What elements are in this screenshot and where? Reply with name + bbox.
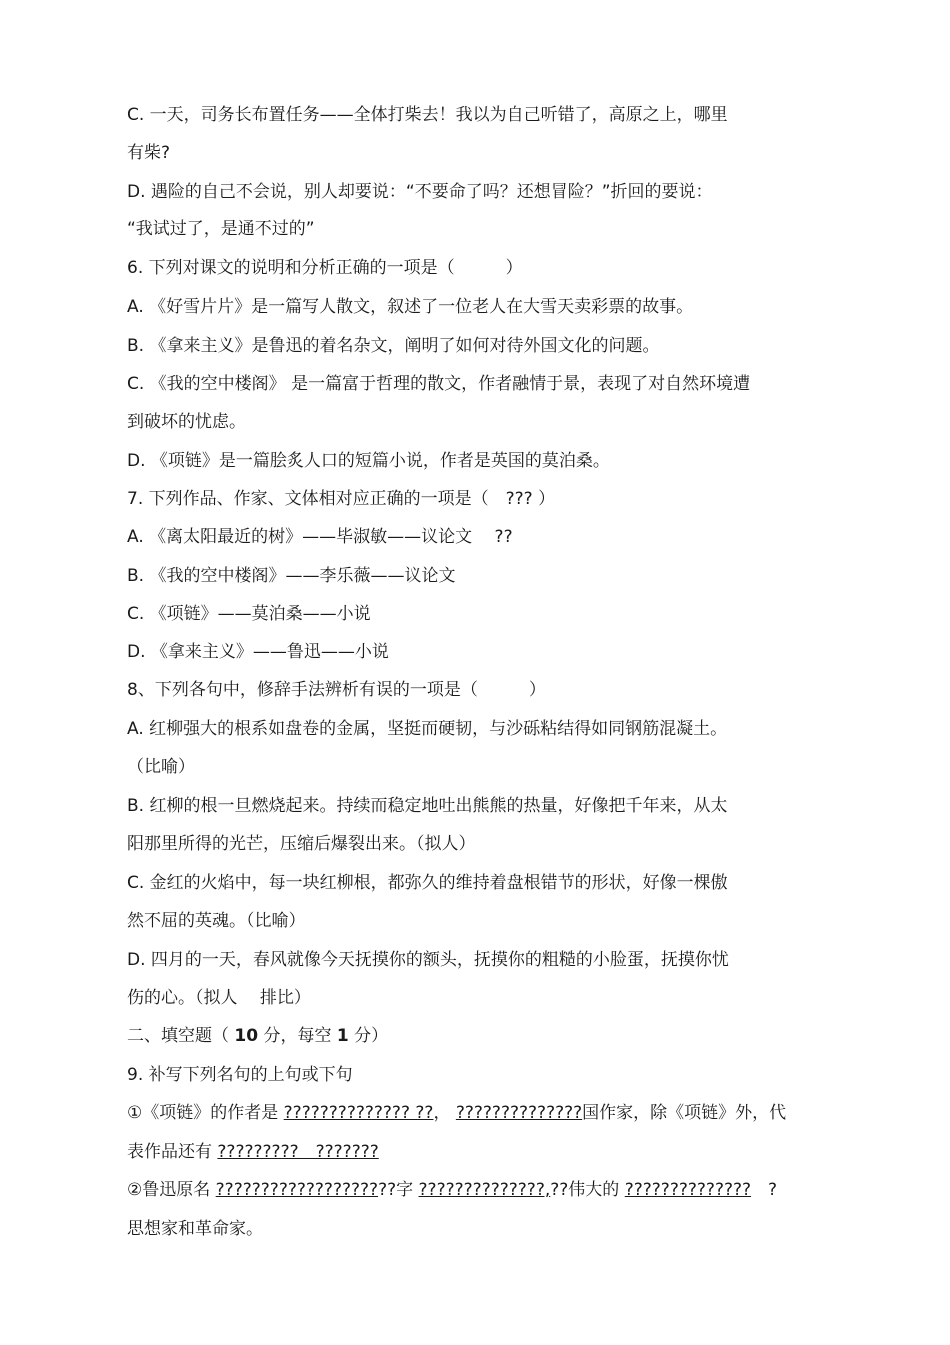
item-1-suffix: 国作家，除《项链》外，代 — [582, 1103, 787, 1123]
nationality-blank[interactable]: ?????????????? — [455, 1103, 583, 1123]
question-8-option-b-line-1: B. 红柳的根一旦燃烧起来。持续而稳定地吐出熊熊的热量，好像把千年来，从太 — [127, 796, 728, 816]
question-9-item-1-line-2 — [127, 1140, 379, 1164]
section-2-heading — [127, 1024, 388, 1048]
works-blank[interactable]: ????????? ??????? — [217, 1142, 379, 1162]
item-1-works-prefix: 表作品还有 — [127, 1142, 218, 1162]
question-6-option-c-line-1: C. 《我的空中楼阁》 是一篇富于哲理的散文，作者融情于景，表现了对自然环境遭 — [127, 374, 751, 394]
question-7-option-d: D. 《拿来主义》——鲁迅——小说 — [127, 642, 389, 662]
section-2-mid: 分，每空 — [258, 1026, 337, 1046]
section-2-suffix: 分） — [348, 1026, 389, 1046]
option-c-line-1: C. 一天，司务长布置任务——全体打柴去！我以为自己听错了，高原之上，哪里 — [127, 105, 728, 125]
question-7-option-c: C. 《项链》——莫泊桑——小说 — [127, 604, 371, 624]
item-2-courtesy-label: ??字 — [378, 1180, 419, 1200]
question-6-option-c-line-2: 到破坏的忧虑。 — [127, 412, 246, 432]
question-8-option-a-line-2: （比喻） — [127, 757, 195, 777]
question-8-option-a-line-1: A. 红柳强大的根系如盘卷的金属，坚挺而硬韧，与沙砾粘结得如同钢筋混凝土。 — [127, 719, 728, 739]
item-2-suffix: ? — [751, 1180, 778, 1200]
question-6: 6. 下列对课文的说明和分析正确的一项是（ ） — [127, 258, 523, 278]
item-1-prefix: ①《项链》的作者是 — [127, 1103, 284, 1123]
section-2-total-score: 10 — [234, 1026, 259, 1046]
question-8-option-b-line-2: 阳那里所得的光芒，压缩后爆裂出来。（拟人） — [127, 834, 476, 854]
question-9: 9. 补写下列名句的上句或下句 — [127, 1065, 353, 1085]
item-2-great-label: ??伟大的 — [550, 1180, 625, 1200]
section-2-per-blank-score: 1 — [336, 1026, 349, 1046]
question-6-option-a: A. 《好雪片片》是一篇写人散文，叙述了一位老人在大雪天卖彩票的故事。 — [127, 297, 694, 317]
question-8-option-d-line-1: D. 四月的一天，春风就像今天抚摸你的额头，抚摸你的粗糙的小脸蛋，抚摸你忧 — [127, 950, 729, 970]
question-9-item-2-line-2: 思想家和革命家。 — [127, 1219, 263, 1239]
question-7-option-a: A. 《离太阳最近的树》——毕淑敏——议论文 ?? — [127, 527, 513, 547]
option-d-line-1: D. 遇险的自己不会说，别人却要说：“不要命了吗？还想冒险？”折回的要说： — [127, 182, 713, 202]
original-name-blank[interactable]: ?????????????????? — [215, 1180, 379, 1200]
author-blank[interactable]: ?????????????? ?? — [283, 1103, 434, 1123]
section-2-prefix: 二、填空题（ — [127, 1026, 235, 1046]
question-8-option-c-line-2: 然不屈的英魂。（比喻） — [127, 911, 306, 931]
question-8-option-c-line-1: C. 金红的火焰中，每一块红柳根，都弥久的维持着盘根错节的形状，好像一棵傲 — [127, 873, 728, 893]
question-6-option-d: D. 《项链》是一篇脍炙人口的短篇小说，作者是英国的莫泊桑。 — [127, 451, 610, 471]
question-8: 8、下列各句中，修辞手法辨析有误的一项是（ ） — [127, 680, 546, 700]
question-9-item-1-line-1 — [127, 1101, 786, 1125]
question-9-item-2-line-1 — [127, 1178, 777, 1202]
question-6-option-b: B. 《拿来主义》是鲁迅的着名杂文，阐明了如何对待外国文化的问题。 — [127, 336, 660, 356]
courtesy-name-blank[interactable]: ??????????????, — [418, 1180, 551, 1200]
option-d-line-2: “我试过了，是通不过的” — [127, 219, 315, 239]
question-7: 7. 下列作品、作家、文体相对应正确的一项是（ ??? ） — [127, 489, 556, 509]
item-1-separator: ， — [433, 1103, 456, 1123]
title-blank[interactable]: ?????????????? — [624, 1180, 752, 1200]
option-c-line-2: 有柴? — [127, 143, 171, 163]
item-2-prefix: ②鲁迅原名 — [127, 1180, 216, 1200]
question-7-option-b: B. 《我的空中楼阁》——李乐薇——议论文 — [127, 566, 456, 586]
question-8-option-d-line-2: 伤的心。（拟人 排比） — [127, 988, 311, 1008]
